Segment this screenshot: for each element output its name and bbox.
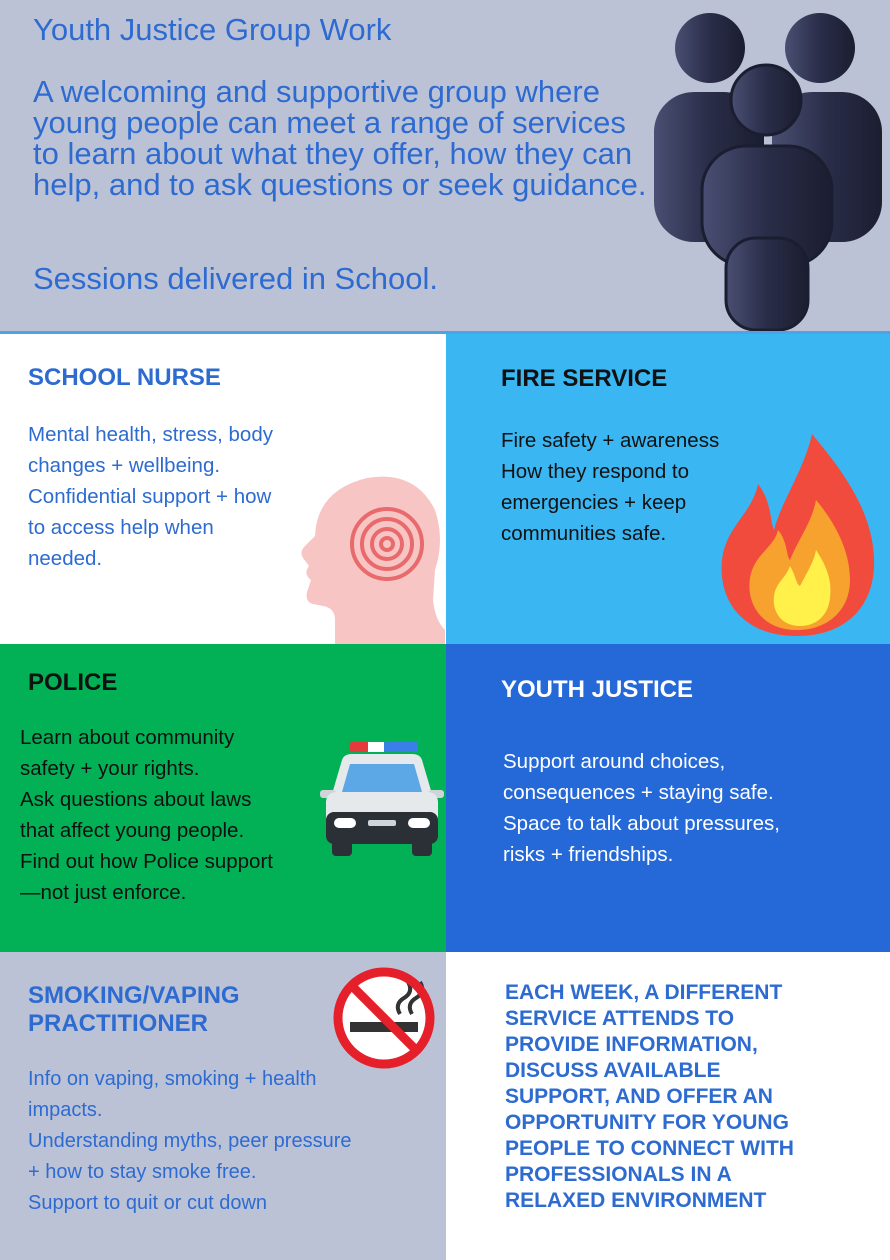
body-line: safety + your rights.: [20, 757, 200, 780]
panel-heading: YOUTH JUSTICE: [501, 676, 694, 703]
each-week-statement: [505, 980, 845, 1214]
panel-school-nurse: [0, 334, 446, 644]
panel-body: [503, 746, 843, 870]
statement-line: PROFESSIONALS IN A: [505, 1163, 732, 1186]
statement-line: SUPPORT, AND OFFER AN: [505, 1085, 773, 1108]
panel-heading: POLICE: [28, 669, 118, 696]
sessions-note: Sessions delivered in School.: [33, 261, 438, 296]
body-line: How they respond to: [501, 460, 690, 483]
body-line: Ask questions about laws: [20, 788, 252, 811]
panel-body: [20, 722, 320, 908]
statement-line: PEOPLE TO CONNECT WITH: [505, 1137, 794, 1160]
panel-youth-justice: [446, 644, 890, 952]
body-line: Support around choices,: [503, 750, 726, 773]
police-car-icon: [320, 740, 444, 860]
no-smoking-icon: [330, 964, 438, 1072]
statement-line: SERVICE ATTENDS TO: [505, 1007, 735, 1030]
panel-heading: FIRE SERVICE: [501, 365, 668, 392]
panel-smoking-vaping: [0, 952, 446, 1260]
body-line: —not just enforce.: [20, 881, 187, 904]
statement-line: RELAXED ENVIRONMENT: [505, 1189, 767, 1212]
panel-each-week: [446, 952, 890, 1260]
intro-text: A welcoming and supportive group where young people can meet a range of services to learn about what they offer, how they can help, and to ask questions or seek guidance.: [33, 74, 647, 202]
panel-heading: [28, 982, 240, 1038]
body-line: Understanding myths, peer pressure: [28, 1130, 352, 1152]
body-line: impacts.: [28, 1099, 103, 1121]
body-line: needed.: [28, 547, 103, 570]
page-title: Youth Justice Group Work: [33, 12, 392, 47]
body-line: Support to quit or cut down: [28, 1192, 268, 1214]
heading-line: PRACTITIONER: [28, 1010, 208, 1037]
body-line: Mental health, stress, body: [28, 423, 273, 446]
panel-body: [28, 419, 328, 574]
body-line: that affect young people.: [20, 819, 245, 842]
body-line: Learn about community: [20, 726, 235, 749]
body-line: Confidential support + how: [28, 485, 272, 508]
body-line: emergencies + keep: [501, 491, 687, 514]
flame-icon: [712, 430, 882, 642]
statement-line: OPPORTUNITY FOR YOUNG: [505, 1111, 789, 1134]
people-group-icon: [648, 8, 888, 333]
statement-line: PROVIDE INFORMATION,: [505, 1033, 758, 1056]
statement-line: EACH WEEK, A DIFFERENT: [505, 981, 783, 1004]
body-line: Info on vaping, smoking + health: [28, 1068, 317, 1090]
heading-line: SMOKING/VAPING: [28, 982, 240, 1009]
panel-police: [0, 644, 446, 952]
body-line: risks + friendships.: [503, 843, 674, 866]
body-line: changes + wellbeing.: [28, 454, 221, 477]
panel-fire-service: [446, 334, 890, 644]
body-line: Find out how Police support: [20, 850, 273, 873]
panel-heading: SCHOOL NURSE: [28, 364, 221, 391]
body-line: Space to talk about pressures,: [503, 812, 780, 835]
statement-line: DISCUSS AVAILABLE: [505, 1059, 721, 1082]
body-line: to access help when: [28, 516, 214, 539]
header-section: [0, 0, 890, 333]
body-line: + how to stay smoke free.: [28, 1161, 257, 1183]
body-line: consequences + staying safe.: [503, 781, 774, 804]
body-line: Fire safety + awareness: [501, 429, 720, 452]
head-spiral-icon: [295, 470, 445, 644]
panel-body: [28, 1064, 418, 1219]
body-line: communities safe.: [501, 522, 667, 545]
